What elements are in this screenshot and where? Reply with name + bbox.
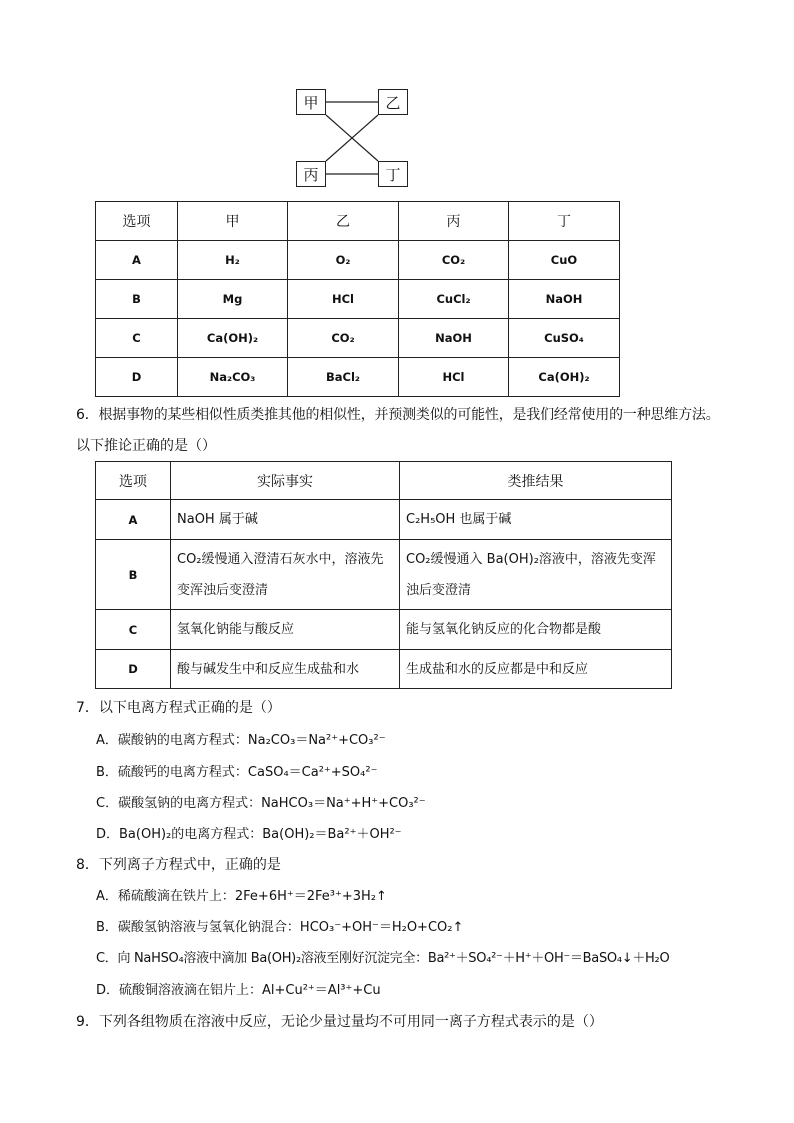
header-cell: 丙 [399, 202, 509, 241]
cell-line: 酸与碱发生中和反应生成盐和水 [177, 661, 360, 677]
row-label: C [96, 319, 178, 358]
header-cell: 选项 [96, 462, 171, 500]
cell-line: 氢氧化钠能与酸反应 [177, 622, 295, 637]
table-row [96, 610, 672, 650]
table-cell: BaCl₂ [288, 358, 399, 397]
question-9-stem: 9．下列各组物质在溶液中反应，无论少量过量均不可用同一离子方程式表示的是（） [76, 1014, 603, 1030]
header-cell: 乙 [288, 202, 399, 241]
question-7-option-b: B．硫酸钙的电离方程式：CaSO₄＝Ca²⁺+SO₄²⁻ [96, 765, 378, 780]
header-cell: 类推结果 [400, 462, 672, 500]
cell-line: 生成盐和水的反应都是中和反应 [406, 661, 589, 677]
header-cell: 甲 [178, 202, 288, 241]
question-8-option-a: A．稀硫酸滴在铁片上：2Fe+6H⁺＝2Fe³⁺+3H₂↑ [96, 889, 387, 904]
table-cell: Ca(OH)₂ [509, 358, 620, 397]
cell-line: NaOH 属于碱 [177, 512, 258, 527]
cell-line: 浊后变澄清 [406, 582, 472, 598]
table-cell: HCl [288, 280, 399, 319]
diagram-node-yi: 乙 [378, 89, 408, 115]
table-cell: O₂ [288, 241, 399, 280]
cell-line: C₂H₅OH 也属于碱 [406, 512, 512, 527]
row-label: D [96, 358, 178, 397]
question-7-option-a: A．碳酸钠的电离方程式：Na₂CO₃＝Na²⁺+CO₃²⁻ [96, 733, 386, 748]
question-8-option-b: B．碳酸氢钠溶液与氢氧化钠混合：HCO₃⁻+OH⁻＝H₂O+CO₂↑ [96, 920, 464, 935]
row-label: B [96, 540, 171, 610]
question-7-stem: 7．以下电离方程式正确的是（） [76, 700, 281, 716]
diagram-node-bing: 丙 [296, 161, 326, 187]
table-row [96, 358, 620, 397]
fact-cell [171, 650, 400, 689]
table-row [96, 650, 672, 689]
row-label: B [96, 280, 178, 319]
table-cell: NaOH [509, 280, 620, 319]
table-cell: CO₂ [288, 319, 399, 358]
options-table-2 [95, 461, 672, 689]
header-cell: 实际事实 [171, 462, 400, 500]
table-header-row [96, 202, 620, 241]
table-cell: Na₂CO₃ [178, 358, 288, 397]
result-cell [400, 650, 672, 689]
question-8-stem: 8．下列离子方程式中，正确的是 [76, 857, 281, 873]
question-6-line-1: 6．根据事物的某些相似性质类推其他的相似性，并预测类似的可能性，是我们经常使用的一种思维方法。 [76, 407, 720, 423]
cell-line: 变浑浊后变澄清 [177, 582, 269, 598]
cell-line: CO₂缓慢通入 Ba(OH)₂溶液中，溶液先变浑 [406, 551, 656, 567]
question-7-option-d: D．Ba(OH)₂的电离方程式：Ba(OH)₂＝Ba²⁺＋OH²⁻ [96, 827, 402, 842]
row-label: A [96, 241, 178, 280]
table-cell: H₂ [178, 241, 288, 280]
table-row [96, 280, 620, 319]
fact-cell [171, 500, 400, 540]
table-cell: Ca(OH)₂ [178, 319, 288, 358]
header-cell: 丁 [509, 202, 620, 241]
table-row [96, 500, 672, 540]
header-cell: 选项 [96, 202, 178, 241]
table-cell: Mg [178, 280, 288, 319]
options-table-1 [95, 201, 620, 397]
row-label: D [96, 650, 171, 689]
table-cell: CuCl₂ [399, 280, 509, 319]
table-row [96, 241, 620, 280]
table-cell: CuSO₄ [509, 319, 620, 358]
diagram-node-jia: 甲 [296, 89, 326, 115]
table-cell: HCl [399, 358, 509, 397]
table-cell: NaOH [399, 319, 509, 358]
question-7-option-c: C．碳酸氢钠的电离方程式：NaHCO₃＝Na⁺+H⁺+CO₃²⁻ [96, 796, 426, 811]
question-6-line-2: 以下推论正确的是（） [76, 438, 216, 454]
reaction-diagram [296, 88, 412, 188]
result-cell [400, 500, 672, 540]
row-label: C [96, 610, 171, 650]
table-header-row [96, 462, 672, 500]
table-cell: CO₂ [399, 241, 509, 280]
fact-cell [171, 540, 400, 610]
fact-cell [171, 610, 400, 650]
cell-line: 能与氢氧化钠反应的化合物都是酸 [406, 622, 602, 637]
table-row [96, 319, 620, 358]
result-cell [400, 610, 672, 650]
result-cell [400, 540, 672, 610]
table-row [96, 540, 672, 610]
cell-line: CO₂缓慢通入澄清石灰水中，溶液先 [177, 551, 384, 567]
row-label: A [96, 500, 171, 540]
question-8-option-d: D．硫酸铜溶液滴在铝片上：Al+Cu²⁺＝Al³⁺+Cu [96, 983, 381, 998]
question-8-option-c: C．向 NaHSO₄溶液中滴加 Ba(OH)₂溶液至刚好沉淀完全：Ba²⁺＋SO₄²⁻＋H⁺＋OH⁻＝BaSO₄↓＋H₂O [96, 951, 670, 966]
table-cell: CuO [509, 241, 620, 280]
diagram-node-ding: 丁 [378, 161, 408, 187]
